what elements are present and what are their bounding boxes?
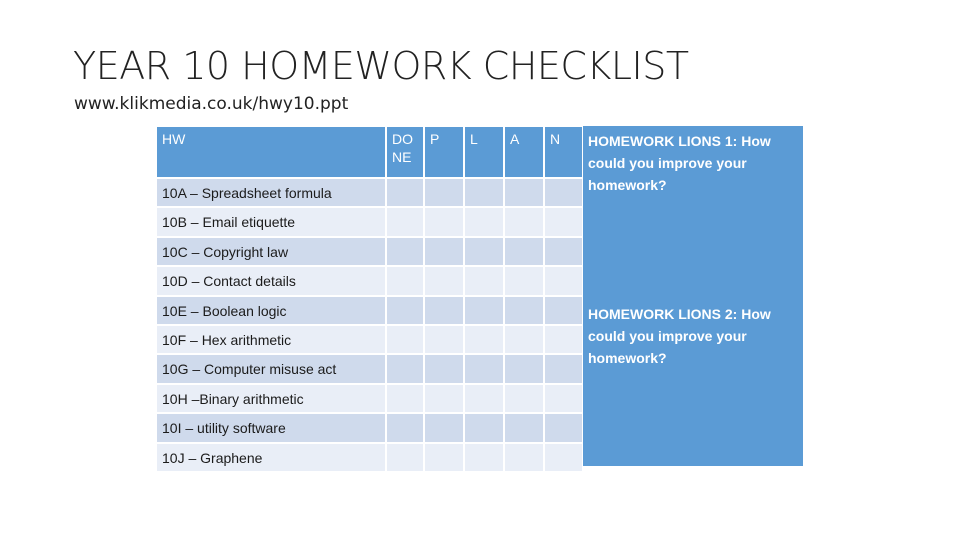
a-cell[interactable]: [504, 413, 544, 442]
n-cell[interactable]: [544, 296, 583, 325]
hw-label: 10C – Copyright law: [156, 237, 386, 266]
l-cell[interactable]: [464, 178, 504, 207]
table-row: [156, 207, 583, 236]
table-row: [156, 413, 583, 442]
header-n: N: [544, 126, 583, 178]
l-cell[interactable]: [464, 296, 504, 325]
p-cell[interactable]: [424, 296, 464, 325]
n-cell[interactable]: [544, 413, 583, 442]
done-cell[interactable]: [386, 207, 424, 236]
done-cell[interactable]: [386, 443, 424, 472]
a-cell[interactable]: [504, 266, 544, 295]
n-cell[interactable]: [544, 443, 583, 472]
done-cell[interactable]: [386, 178, 424, 207]
hw-label: 10G – Computer misuse act: [156, 354, 386, 383]
hw-label: 10H –Binary arithmetic: [156, 384, 386, 413]
header-p: P: [424, 126, 464, 178]
homework-lions-2-prompt[interactable]: HOMEWORK LIONS 2: How could you improve your homework?: [588, 306, 771, 366]
table-row: [156, 443, 583, 472]
n-cell[interactable]: [544, 237, 583, 266]
a-cell[interactable]: [504, 354, 544, 383]
a-cell[interactable]: [504, 325, 544, 354]
a-cell[interactable]: [504, 237, 544, 266]
l-cell[interactable]: [464, 354, 504, 383]
slide-title: YEAR 10 HOMEWORK CHECKLIST: [73, 44, 689, 88]
header-hw: HW: [156, 126, 386, 178]
a-cell[interactable]: [504, 178, 544, 207]
table-row: [156, 237, 583, 266]
homework-lions-1-prompt[interactable]: HOMEWORK LIONS 1: How could you improve your homework?: [588, 133, 771, 193]
hw-label: 10F – Hex arithmetic: [156, 325, 386, 354]
done-cell[interactable]: [386, 384, 424, 413]
p-cell[interactable]: [424, 178, 464, 207]
slide-subtitle-url: www.klikmedia.co.uk/hwy10.ppt: [74, 94, 349, 114]
homework-checklist-table: [155, 125, 584, 473]
hw-label: 10D – Contact details: [156, 266, 386, 295]
a-cell[interactable]: [504, 443, 544, 472]
table-row: [156, 384, 583, 413]
a-cell[interactable]: [504, 207, 544, 236]
done-cell[interactable]: [386, 354, 424, 383]
p-cell[interactable]: [424, 266, 464, 295]
done-cell[interactable]: [386, 413, 424, 442]
table-row: [156, 354, 583, 383]
header-done: DO NE: [386, 126, 424, 178]
hw-label: 10J – Graphene: [156, 443, 386, 472]
l-cell[interactable]: [464, 266, 504, 295]
p-cell[interactable]: [424, 207, 464, 236]
table-header-row: [156, 126, 583, 178]
table-row: [156, 325, 583, 354]
p-cell[interactable]: [424, 237, 464, 266]
done-cell[interactable]: [386, 325, 424, 354]
hw-label: 10E – Boolean logic: [156, 296, 386, 325]
l-cell[interactable]: [464, 443, 504, 472]
l-cell[interactable]: [464, 325, 504, 354]
l-cell[interactable]: [464, 207, 504, 236]
l-cell[interactable]: [464, 413, 504, 442]
header-a: A: [504, 126, 544, 178]
l-cell[interactable]: [464, 237, 504, 266]
a-cell[interactable]: [504, 296, 544, 325]
table-row: [156, 178, 583, 207]
n-cell[interactable]: [544, 354, 583, 383]
homework-lions-panel: [583, 126, 803, 466]
a-cell[interactable]: [504, 384, 544, 413]
n-cell[interactable]: [544, 207, 583, 236]
hw-label: 10A – Spreadsheet formula: [156, 178, 386, 207]
table-row: [156, 296, 583, 325]
n-cell[interactable]: [544, 325, 583, 354]
hw-label: 10B – Email etiquette: [156, 207, 386, 236]
header-l: L: [464, 126, 504, 178]
hw-label: 10I – utility software: [156, 413, 386, 442]
l-cell[interactable]: [464, 384, 504, 413]
done-cell[interactable]: [386, 237, 424, 266]
n-cell[interactable]: [544, 384, 583, 413]
p-cell[interactable]: [424, 413, 464, 442]
p-cell[interactable]: [424, 325, 464, 354]
p-cell[interactable]: [424, 354, 464, 383]
n-cell[interactable]: [544, 266, 583, 295]
p-cell[interactable]: [424, 443, 464, 472]
p-cell[interactable]: [424, 384, 464, 413]
n-cell[interactable]: [544, 178, 583, 207]
table-row: [156, 266, 583, 295]
done-cell[interactable]: [386, 266, 424, 295]
done-cell[interactable]: [386, 296, 424, 325]
